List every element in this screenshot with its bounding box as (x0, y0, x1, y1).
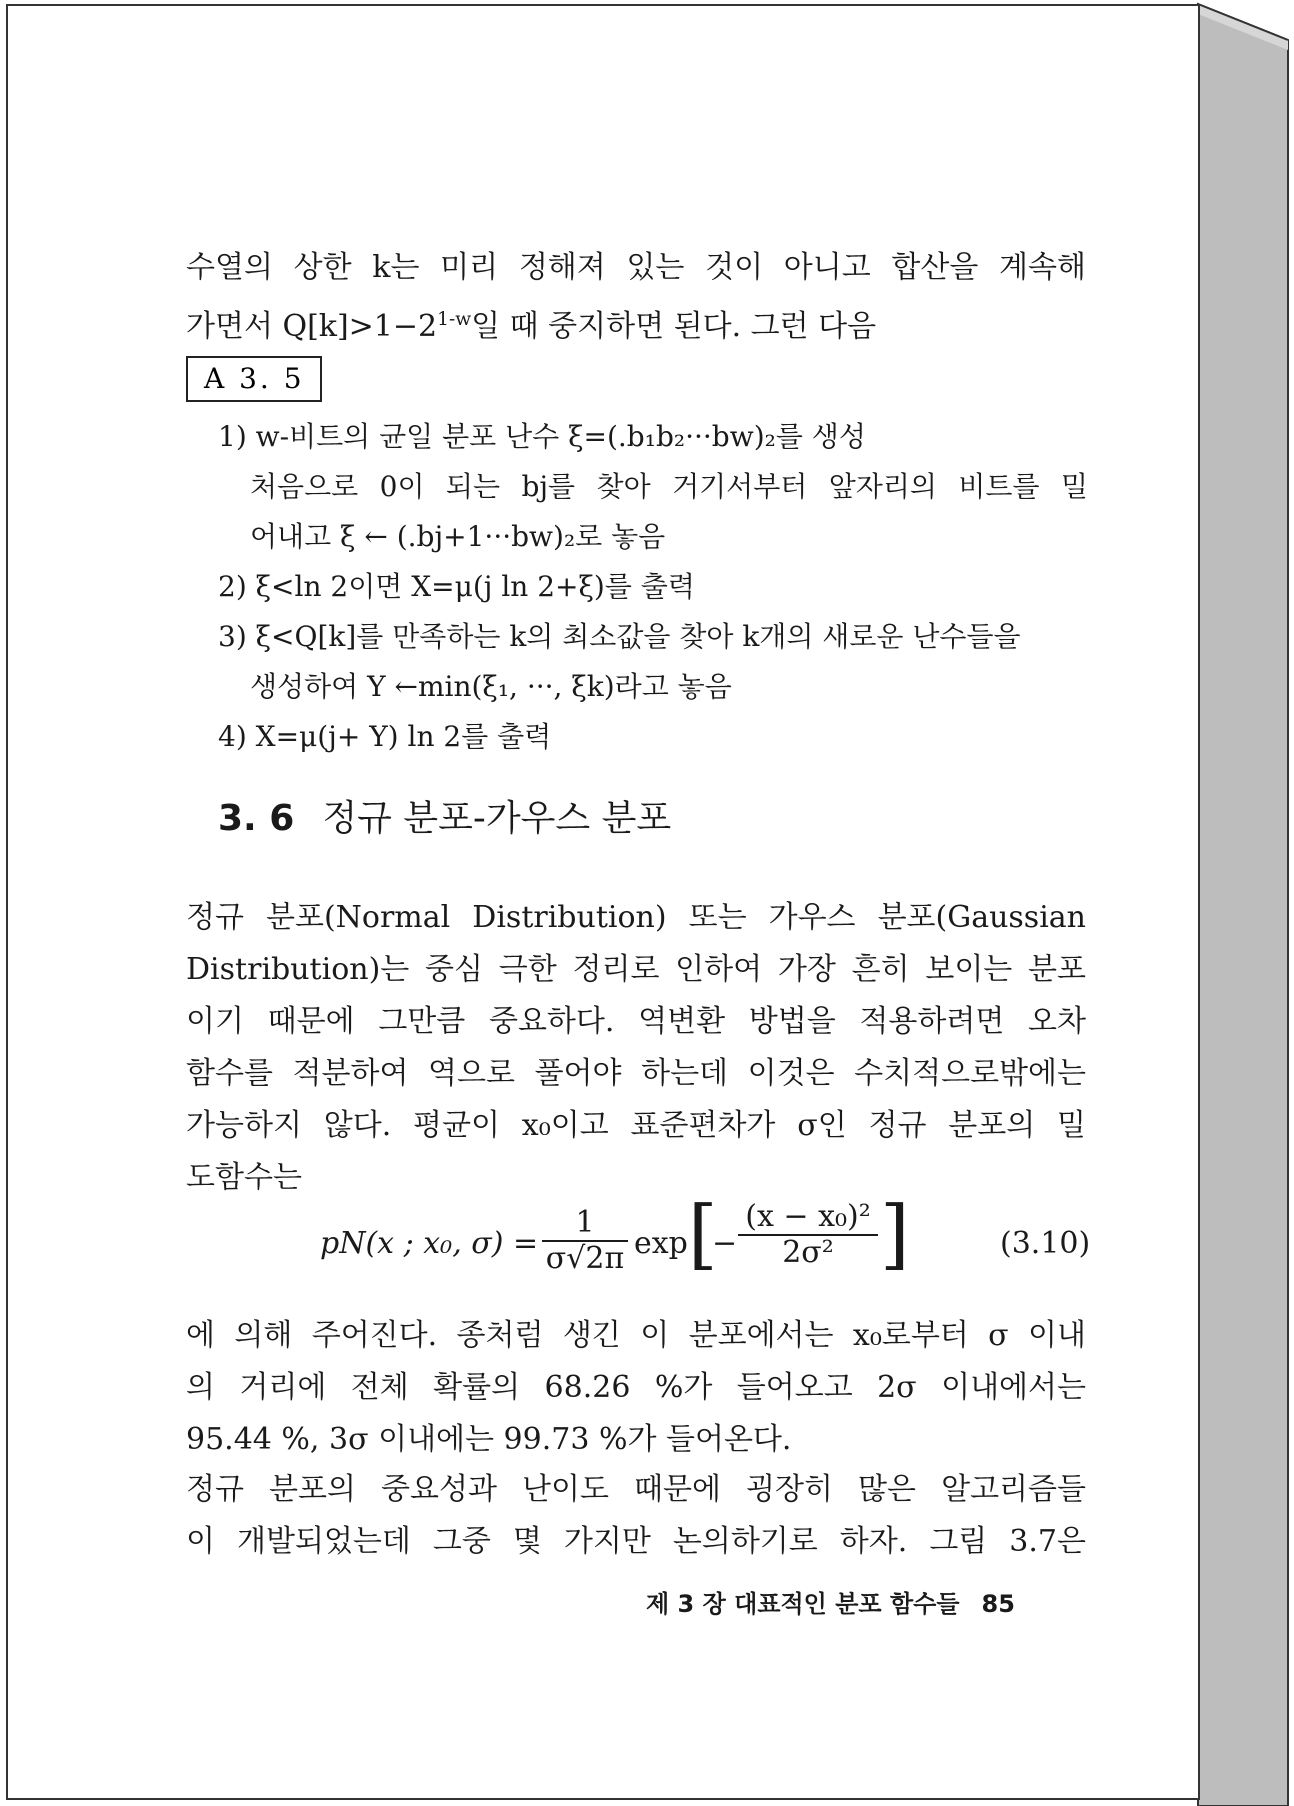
paragraph-line: 이 개발되었는데 그중 몇 가지만 논의하기로 하자. 그림 3.7은 (186, 1524, 1086, 1559)
paragraph-line: 에 의해 주어진다. 종처럼 생긴 이 분포에서는 x₀로부터 σ 이내 (186, 1318, 1086, 1353)
algorithm-step-3-cont: 생성하여 Y ←min(ξ₁, ···, ξk)라고 놓음 (250, 670, 732, 703)
chapter-title: 제 3 장 대표적인 분포 함수들 (646, 1590, 960, 1618)
normal-distribution-paragraph (186, 892, 1086, 1204)
algorithm-step-3: 3) ξ<Q[k]를 만족하는 k의 최소값을 찾아 k개의 새로운 난수들을 (218, 620, 1021, 653)
intro-paragraph (186, 242, 1086, 353)
paragraph-line: 정규 분포의 중요성과 난이도 때문에 굉장히 많은 알고리즘들 (186, 1472, 1086, 1507)
fraction-1-denominator: σ√2π (545, 1241, 625, 1276)
fraction-1-numerator: 1 (542, 1206, 628, 1242)
algorithms-paragraph (186, 1464, 1086, 1568)
equation-fraction-2 (738, 1200, 878, 1270)
paragraph-line: 의 거리에 전체 확률의 68.26 %가 들어오고 2σ 이내에서는 (186, 1370, 1086, 1405)
paragraph-line: 가능하지 않다. 평균이 x₀이고 표준편차가 σ인 정규 분포의 밀 (186, 1108, 1086, 1143)
equation-lhs: pN(x ; x₀, σ) = (320, 1226, 539, 1261)
left-bracket: [ (688, 1189, 718, 1278)
paragraph-line: 함수를 적분하여 역으로 풀어야 하는데 이것은 수치적으로밖에는 (186, 1056, 1086, 1091)
page-number: 85 (981, 1590, 1015, 1618)
page-footer (646, 1584, 1015, 1619)
paragraph-line: 도함수는 (186, 1160, 302, 1195)
equation-number: (3.10) (1000, 1226, 1091, 1261)
algorithm-step-4: 4) X=μ(j+ Y) ln 2를 출력 (218, 720, 552, 753)
paragraph-line: 정규 분포(Normal Distribution) 또는 가우스 분포(Gaussian (186, 900, 1086, 935)
section-title: 정규 분포-가우스 분포 (322, 798, 672, 839)
algorithm-label: A 3. 5 (186, 356, 322, 402)
algorithm-step-1-cont-a: 처음으로 0이 되는 bj를 찾아 거기서부터 앞자리의 비트를 밀 (250, 470, 1088, 503)
section-number: 3. 6 (218, 798, 295, 839)
fraction-2-numerator: (x − x₀)² (738, 1200, 878, 1236)
fraction-2-denominator: 2σ² (782, 1235, 834, 1270)
algorithm-step-1: 1) w-비트의 균일 분포 난수 ξ=(.b₁b₂···bw)₂를 생성 (218, 420, 866, 453)
distribution-properties-paragraph (186, 1310, 1086, 1466)
equation-minus: − (712, 1226, 738, 1261)
paragraph-line: 이기 때문에 그만큼 중요하다. 역변환 방법을 적용하려면 오차 (186, 1004, 1086, 1039)
paragraph-line: 95.44 %, 3σ 이내에는 99.73 %가 들어온다. (186, 1422, 792, 1457)
intro-line-1: 수열의 상한 k는 미리 정해져 있는 것이 아니고 합산을 계속해 (186, 250, 1086, 285)
right-bracket: ] (880, 1189, 910, 1278)
algorithm-step-2: 2) ξ<ln 2이면 X=μ(j ln 2+ξ)를 출력 (218, 570, 695, 603)
algorithm-steps (218, 412, 1088, 762)
intro-line-2: 가면서 $Q[k]>1-2^{1-w}$일 때 중지하면 된다. 그런 다음 (186, 309, 877, 344)
algorithm-step-1-cont-b: 어내고 ξ ← (.bj+1···bw)₂로 놓음 (250, 520, 666, 553)
equation-fraction-1 (542, 1206, 628, 1276)
paragraph-line: Distribution)는 중심 극한 정리로 인하여 가장 흔히 보이는 분포 (186, 952, 1086, 987)
section-heading (218, 790, 671, 841)
equation-exp: exp (634, 1226, 688, 1261)
equation-3-10 (320, 1189, 1091, 1290)
